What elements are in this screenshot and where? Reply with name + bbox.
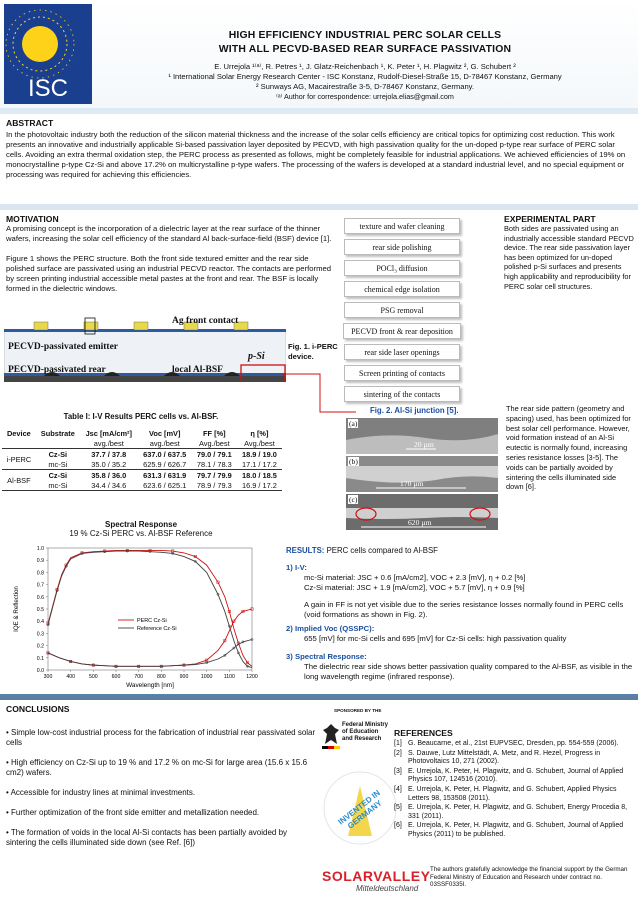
results-heading: RESULTS: [286, 546, 325, 555]
ref-text: E. Urrejola, K. Peter, H. Plagwitz, and G. Schubert, Applied Physics Letters 98, 153508 (2011). [408, 785, 617, 802]
legend-label: PERC Cz-Si [137, 618, 167, 624]
psi-label: p-Si [248, 351, 265, 362]
reference-item [394, 822, 634, 839]
process-step: Screen printing of contacts [344, 365, 460, 381]
affiliation-2: ² Sunways AG, Macairestraße 3-5, D-78467 Konstanz, Germany. [255, 82, 475, 91]
cell-sub: mc-Si [48, 480, 68, 490]
process-step: chemical edge isolation [344, 281, 460, 297]
voc-title: 2) Implied Voc (QSSPC): [286, 624, 375, 633]
cell-eta: 18.0 / 18.5 [241, 470, 277, 480]
al-si-junction-micrographs [346, 418, 498, 532]
mitteldeutschland: Mitteldeutschland [356, 884, 419, 893]
x-tick-label: 1100 [223, 674, 235, 680]
x-tick-label: 800 [157, 674, 166, 680]
authors: E. Urrejola ¹⁽ᵃ⁾, R. Petres ¹, J. Glatz-Reichenbach ¹, K. Peter ¹, H. Plagwitz ², G. Schubert ² [214, 62, 516, 71]
cell-eta: 16.9 / 17.2 [241, 480, 277, 490]
cell-device: i-PERC [2, 449, 36, 470]
fig2-label-b: (b) [349, 457, 358, 466]
cell-eta: 18.9 / 19.0 [241, 449, 277, 459]
references-heading: REFERENCES [394, 728, 453, 738]
fig1-caption [288, 342, 338, 361]
spec-text: The dielectric rear side shows better passivation quality compared to the Al-BSF, as visible in the long wavelength regime (infrared response). [304, 662, 633, 681]
conclusions-section [6, 704, 318, 848]
ref-text: E. Urrejola, K. Peter, H. Plagwitz, and G. Schubert, Journal of Applied Physics 107, 124516 (2010). [408, 767, 624, 784]
process-step: texture and wafer cleaning [344, 218, 460, 234]
sub-ff: Avg./best [198, 438, 230, 448]
th-voc: Voc [mV] [148, 428, 181, 438]
ref-num: [3] [394, 767, 402, 775]
th-ff: FF [%] [203, 428, 226, 438]
spec-title: 3) Spectral Response: [286, 652, 367, 661]
iv-mc: mc-Si material: JSC + 0.6 [mA/cm2], VOC + 2.3 [mV], η + 0.2 [%] [304, 573, 526, 582]
th-jsc: Jsc [mA/cm²] [85, 428, 132, 438]
reference-item [394, 786, 634, 803]
conclusion-item: • The formation of voids in the local Al-Si contacts has been partially avoided by sintering the cells illuminated side down (see Ref. [6]) [6, 828, 288, 847]
x-tick-label: 500 [89, 674, 98, 680]
chart-subtitle: 19 % Cz-Si PERC vs. Al-BSF Reference [69, 529, 213, 538]
motivation-section [6, 214, 338, 294]
results-heading-line [286, 546, 636, 556]
ag-contact-label: Ag front contact [172, 316, 239, 326]
th-eta: η [%] [250, 428, 269, 438]
ministry-line1: Federal Ministry [342, 722, 389, 728]
emitter-label: PECVD-passivated emitter [8, 342, 119, 352]
process-step: PSG removal [344, 302, 460, 318]
iv-results-table [2, 428, 282, 491]
y-tick-label: 0.1 [36, 655, 44, 662]
motivation-p1: A promising concept is the incorporation of a dielectric layer at the rear surface of the thinner wafers, increasing the solar cell efficiency of the standard Al back-surface-field (BSF) device [1]. [6, 224, 332, 243]
plot-area [48, 548, 252, 670]
cell-sub: Cz-Si [48, 470, 68, 480]
conclusion-item: • Simple low-cost industrial process for the fabrication of industrial rear passivated solar cells [6, 728, 316, 747]
invented-in-germany-logo [318, 766, 402, 850]
sub-eta: Avg./best [244, 438, 275, 448]
cell-ff: 78.1 / 78.3 [196, 459, 232, 469]
rear-label: PECVD-passivated rear [8, 365, 106, 375]
iv-cz: Cz-Si material: JSC + 1.9 [mA/cm2], VOC + 5.7 [mV], η + 0.9 [%] [304, 583, 525, 592]
reference-item [394, 740, 634, 749]
table-row [2, 449, 282, 460]
references-section [394, 728, 634, 841]
fig2-caption [370, 406, 459, 415]
process-step: sintering of the contacts [344, 386, 460, 402]
legend-label: Reference Cz-Si [137, 626, 177, 632]
y-tick-label: 0.3 [36, 631, 44, 638]
conclusion-item: • High efficiency on Cz-Si up to 19 % and 17.2 % on mc-Si for large area (15.6 x 15.6 cm2) wafers. [6, 758, 308, 777]
ref-text: G. Beaucarne, et al., 21st EUPVSEC, Dresden, pp. 554-559 (2006). [408, 740, 619, 747]
y-tick-label: 0.7 [36, 582, 44, 589]
abstract-heading: ABSTRACT [6, 118, 54, 128]
process-step: rear side polishing [344, 239, 460, 255]
poster-title-line2: WITH ALL PECVD-BASED REAR SURFACE PASSIVATION [218, 44, 512, 55]
x-tick-label: 1200 [246, 674, 258, 680]
process-step: POCl₃ diffusion [344, 260, 460, 276]
spectral-response-chart [6, 542, 282, 692]
contact: ⁽ᵃ⁾ Author for correspondence: urrejola.elias@gmail.com [276, 92, 454, 101]
ministry-name [342, 722, 388, 743]
ref-text: S. Dauwe, Lutz Mittelstädt, A. Metz, and R. Hezel, Progress in Photovoltaics 10, 271 (2002). [408, 749, 601, 766]
results-heading-rest: PERC cells compared to Al-BSF [324, 546, 438, 555]
solarvalley-logo: SOLARVALLEY [322, 868, 431, 884]
reference-item [394, 768, 634, 785]
ref-num: [6] [394, 822, 402, 830]
y-tick-label: 0.5 [36, 607, 44, 613]
cell-ff: 78.9 / 79.3 [196, 480, 232, 490]
ref-text: E. Urrejola, K. Peter, H. Plagwitz, and G. Schubert, Energy Procedia 8, 331 (2011). [408, 804, 628, 820]
chart-title: Spectral Response [104, 520, 178, 529]
results-section [286, 546, 636, 682]
conclusion-item: • Accessible for industry lines at minimal investments. [6, 788, 196, 797]
x-tick-label: 1000 [200, 674, 213, 680]
fig2-label-a: (a) [349, 419, 358, 428]
cell-jsc: 37.7 / 37.8 [91, 449, 127, 459]
iv-title: 1) I-V: [286, 563, 307, 572]
y-tick-label: 0.4 [36, 619, 44, 626]
fig2-scale-a: 20 µm [414, 440, 434, 449]
y-tick-label: 0.0 [36, 668, 44, 674]
cell-device: Al-BSF [2, 470, 36, 491]
cell-ff: 79.0 / 79.1 [196, 449, 232, 459]
cell-sub: mc-Si [48, 459, 68, 469]
ref-num: [1] [394, 740, 402, 747]
local-bsf-label: local Al-BSF [172, 365, 223, 375]
fig2-scale-c: 620 µm [408, 518, 432, 527]
experimental-text: Both sides are passivated using an industrially accessible standard PECVD device. The rear side passivation layer has been optimized for un-doped polished p-Si surfaces and presents high applicability and reproducibility for PERC solar cell structures. [504, 224, 634, 291]
x-tick-label: 400 [66, 674, 75, 680]
table-caption: Table I: I-V Results PERC cells vs. Al-BSF. [63, 412, 219, 421]
chart-title-block [0, 520, 282, 538]
main-panel [0, 210, 638, 694]
fig2-pointer [280, 360, 360, 420]
cell-voc: 625.9 / 626.7 [143, 459, 187, 469]
svg-text:ISC: ISC [27, 75, 69, 102]
fig2-side-text: The rear side pattern (geometry and spacing) used, has been optimized for best solar cell performance. However, void formation instead of an Al-Si eutectic is normally found, increasing series resistance losses [3-5]. The voids can be partially avoided by sintering the cells illuminated side down [6]. [506, 404, 631, 492]
references-list [394, 740, 634, 840]
y-tick-label: 1.0 [36, 546, 44, 552]
iv-note: A gain in FF is not yet visible due to the series resistance losses normally found in PERC cells (void formations as shown in Fig. 2). [304, 600, 624, 619]
y-tick-label: 0.8 [36, 570, 44, 577]
ref-num: [5] [394, 804, 402, 812]
isc-logo [4, 4, 92, 104]
process-step: PECVD front & rear deposition [343, 323, 461, 339]
x-tick-label: 300 [43, 674, 53, 680]
abstract-text: In the photovoltaic industry both the reduction of the silicon material thickness and the increase of the solar cells efficiency are critical topics for optimizing cost reduction. This work presents an innovative and industrially applicable Si-based passivation layer deposited by PECVD, with high passivation quality for the un-doped p-type rear surface of PERC solar cells. Avoiding an extra thermal oxidation step, the PERC process as presented as follows, might be completely feasible for industrial applications. We achieved efficiencies of 19% on monocrystalline p-type Cz-Si and above 17.2% on multicrystalline p-type wafers. The processing of the wafers is developed at a standard industrial level, and no special equipment or processing was required for achieving this efficiencies. [6, 130, 626, 179]
fig2-scale-b: 170 µm [400, 479, 424, 488]
poster-header [0, 0, 638, 108]
y-tick-label: 0.9 [36, 558, 44, 565]
th-device: Device [6, 428, 31, 438]
abstract-panel [0, 114, 638, 204]
fig2-label-c: (c) [349, 495, 358, 504]
bottom-panel [0, 700, 638, 903]
y-tick-label: 0.6 [36, 594, 44, 601]
process-step: rear side laser openings [344, 344, 460, 360]
reference-item [394, 804, 634, 821]
sub-voc: avg./best [149, 438, 180, 448]
motivation-heading: MOTIVATION [6, 214, 59, 224]
sub-jsc: avg./best [93, 438, 124, 448]
ref-text: E. Urrejola, K. Peter, H. Plagwitz, and G. Schubert, Journal of Applied Physics (2011) to be published. [408, 822, 624, 838]
conclusion-item: • Further optimization of the front side emitter and metallization needed. [6, 808, 260, 817]
sponsored-by: SPONSORED BY THE [334, 708, 382, 713]
cell-eta: 17.1 / 17.2 [241, 459, 277, 469]
table-row [2, 480, 282, 491]
ref-num: [4] [394, 785, 402, 793]
motivation-p2: Figure 1 shows the PERC structure. Both the front side textured emitter and the rear side polished surface are passivated using an industrial PECVD reactor. The contacts are performed by screen printing industrial accessible metal pastes at the front and rear. The BSF is locally formed in the dielectric windows. [6, 254, 332, 293]
experimental-heading: EXPERIMENTAL PART [504, 214, 596, 224]
ministry-line3: and Research [342, 736, 382, 742]
x-axis-label: Wavelength [nm] [126, 682, 174, 689]
acknowledgement: The authors gratefully acknowledge the financial support by the German Federal Ministry of Education and Research under contract no. 03SSF0335I. [430, 866, 628, 889]
y-tick-label: 0.2 [36, 643, 44, 650]
cell-ff: 79.7 / 79.9 [196, 470, 232, 480]
cell-voc: 637.0 / 637.5 [143, 449, 187, 459]
poster-title-line1: HIGH EFFICIENCY INDUSTRIAL PERC SOLAR CELLS [228, 30, 502, 41]
conclusions-heading: CONCLUSIONS [6, 704, 70, 714]
cell-sub: Cz-Si [48, 449, 68, 459]
fig2-caption-text: Fig. 2. Al-Si junction [5]. [370, 406, 459, 415]
table-row [2, 459, 282, 470]
ministry-line2: of Education [342, 729, 379, 735]
x-tick-label: 700 [134, 674, 143, 680]
cell-voc: 623.6 / 625.1 [143, 480, 187, 490]
fig1-caption-text: Fig. 1. i-PERC device. [288, 342, 338, 361]
table-row [2, 470, 282, 481]
x-tick-label: 600 [111, 674, 121, 680]
cell-jsc: 35.0 / 35.2 [91, 459, 127, 469]
reference-item [394, 750, 634, 767]
y-axis-label: IQE & Reflection [13, 586, 20, 632]
experimental-section [504, 214, 634, 291]
th-substrate: Substrate [40, 428, 75, 438]
eagle-icon [322, 722, 340, 750]
cell-jsc: 35.8 / 36.0 [91, 470, 127, 480]
affiliation-1: ¹ International Solar Energy Research Center - ISC Konstanz, Rudolf-Diesel-Straße 15, D-78467 Konstanz, Germany [168, 72, 562, 81]
x-tick-label: 900 [179, 674, 189, 680]
voc-text: 655 [mV] for mc-Si cells and 695 [mV] for Cz-Si cells: high passivation quality [304, 634, 567, 643]
cell-voc: 631.3 / 631.9 [143, 470, 187, 480]
invented-in-text: INVENTED IN GERMANY [336, 788, 384, 831]
cell-jsc: 34.4 / 34.6 [91, 480, 127, 490]
ref-num: [2] [394, 749, 402, 757]
